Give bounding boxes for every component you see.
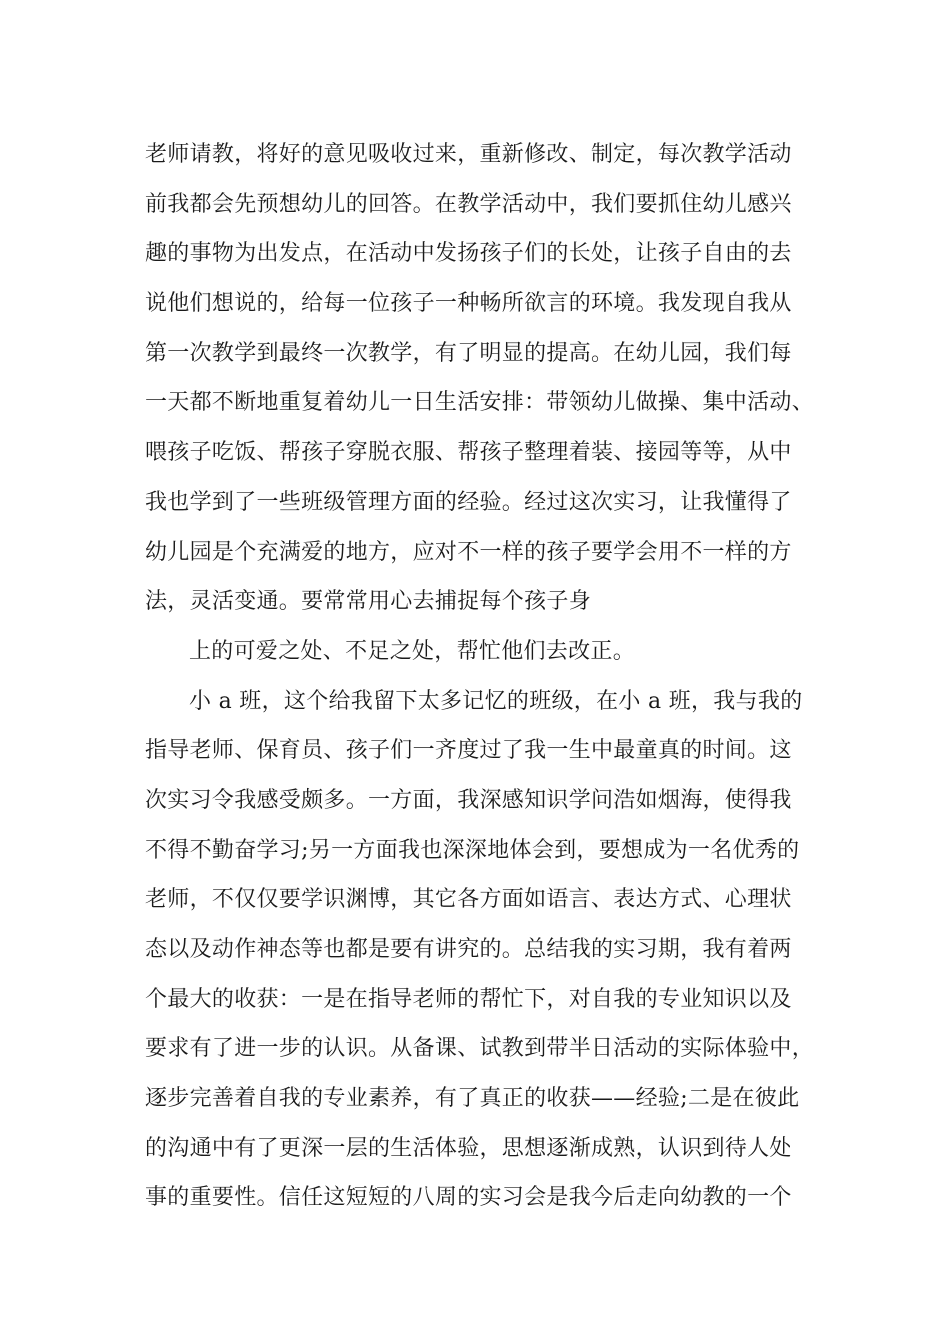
text-line: 前我都会先预想幼儿的回答。在教学活动中，我们要抓住幼儿感兴 xyxy=(145,191,792,217)
text-line: 幼儿园是个充满爱的地方，应对不一样的孩子要学会用不一样的方 xyxy=(145,539,792,565)
text-line: 态以及动作神态等也都是要有讲究的。总结我的实习期，我有着两 xyxy=(145,937,792,962)
text-line: 要求有了进一步的认识。从备课、试教到带半日活动的实际体验中， xyxy=(145,1036,815,1062)
text-line: 上的可爱之处、不足之处，帮忙他们去改正。 xyxy=(189,638,636,664)
text-line: 个最大的收获：一是在指导老师的帮忙下，对自我的专业知识以及 xyxy=(145,986,792,1012)
text-line: 一天都不断地重复着幼儿一日生活安排：带领幼儿做操、集中活动、 xyxy=(145,390,815,416)
text-line: 小 a 班，这个给我留下太多记忆的班级，在小 a 班，我与我的 xyxy=(189,688,803,714)
text-line: 说他们想说的，给每一位孩子一种畅所欲言的环境。我发现自我从 xyxy=(145,291,792,317)
text-line: 不得不勤奋学习;另一方面我也深深地体会到，要想成为一名优秀的 xyxy=(145,837,800,863)
text-line: 法，灵活变通。要常常用心去捕捉每个孩子身 xyxy=(145,589,592,615)
text-line: 喂孩子吃饭、帮孩子穿脱衣服、帮孩子整理着装、接园等等，从中 xyxy=(145,440,792,466)
text-line: 次实习令我感受颇多。一方面，我深感知识学问浩如烟海，使得我 xyxy=(145,787,792,813)
text-line: 第一次教学到最终一次教学，有了明显的提高。在幼儿园，我们每 xyxy=(145,340,792,366)
text-line: 老师请教，将好的意见吸收过来，重新修改、制定，每次教学活动 xyxy=(145,142,792,167)
text-line: 事的重要性。信任这短短的八周的实习会是我今后走向幼教的一个 xyxy=(145,1185,792,1211)
text-line: 指导老师、保育员、孩子们一齐度过了我一生中最童真的时间。这 xyxy=(145,738,792,764)
text-line: 趣的事物为出发点，在活动中发扬孩子们的长处，让孩子自由的去 xyxy=(145,241,792,267)
text-line: 我也学到了一些班级管理方面的经验。经过这次实习，让我懂得了 xyxy=(145,489,792,515)
text-line: 逐步完善着自我的专业素养，有了真正的收获——经验;二是在彼此 xyxy=(145,1086,800,1112)
document-body xyxy=(145,130,825,1223)
text-line: 老师，不仅仅要学识渊博，其它各方面如语言、表达方式、心理状 xyxy=(145,887,792,913)
text-line: 的沟通中有了更深一层的生活体验，思想逐渐成熟，认识到待人处 xyxy=(145,1135,792,1161)
